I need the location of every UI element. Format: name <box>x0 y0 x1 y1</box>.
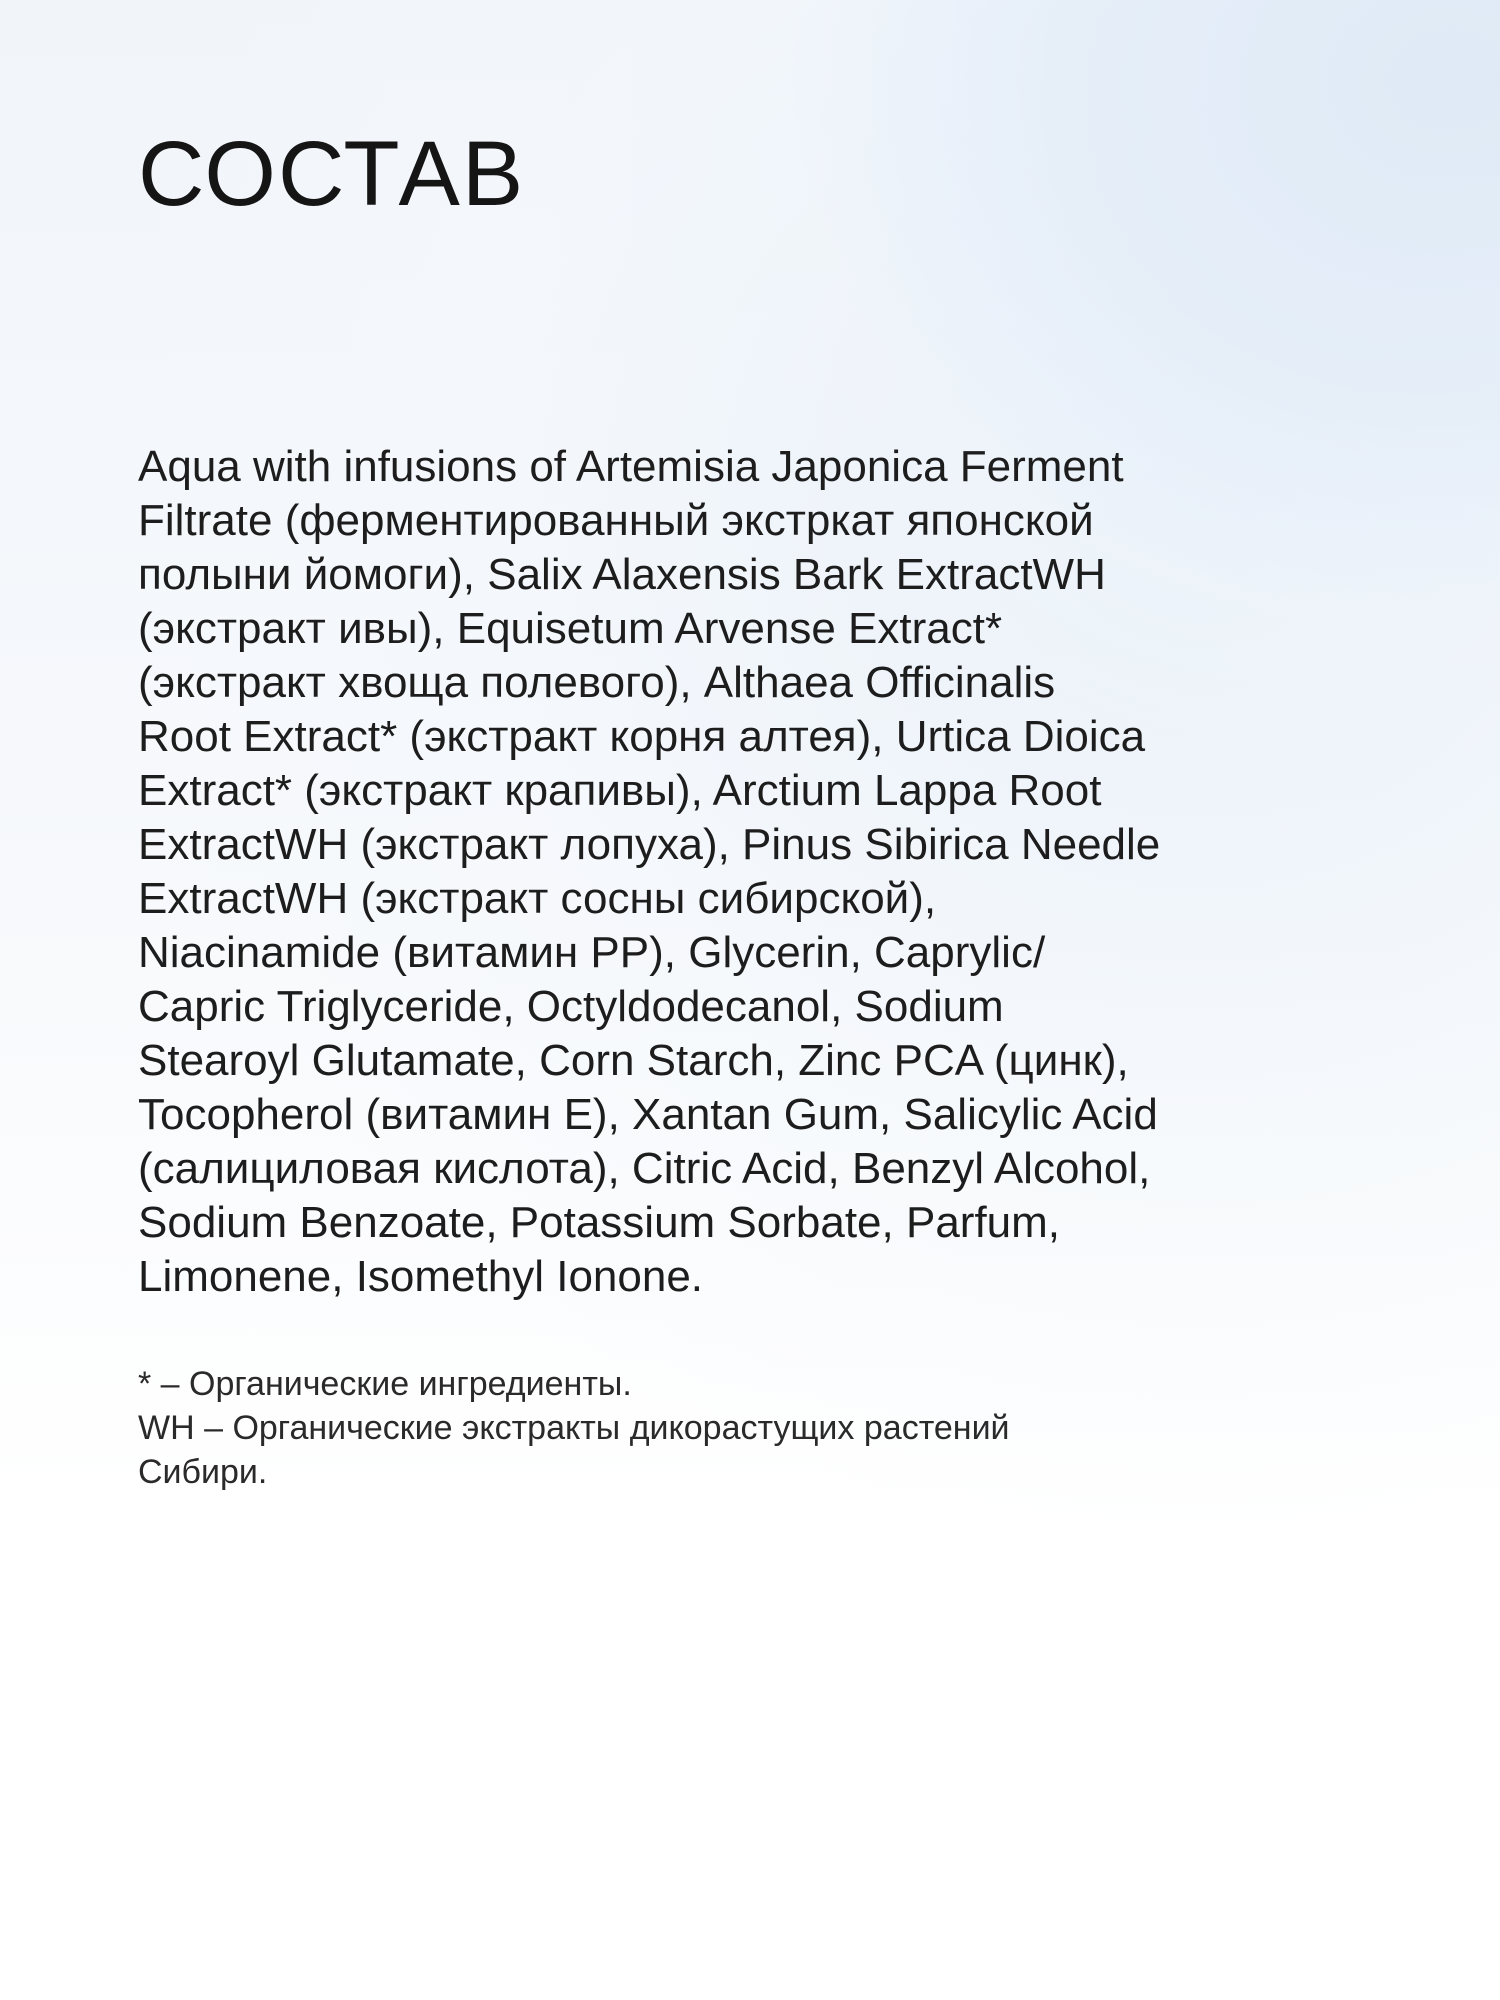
ingredients-line: ExtractWH (экстракт сосны сибирской), <box>138 874 937 923</box>
ingredients-line: (экстракт ивы), Equisetum Arvense Extract* <box>138 604 1003 653</box>
ingredients-line: полыни йомоги), Salix Alaxensis Bark ExtractWH <box>138 550 1106 599</box>
ingredients-line: Extract* (экстракт крапивы), Arctium Lappa Root <box>138 766 1102 815</box>
ingredients-line: ExtractWH (экстракт лопуха), Pinus Sibirica Needle <box>138 820 1161 869</box>
ingredients-line: Root Extract* (экстракт корня алтея), Urtica Dioica <box>138 712 1146 761</box>
ingredients-line: Stearoyl Glutamate, Corn Starch, Zinc PCA (цинк), <box>138 1036 1129 1085</box>
ingredients-line: (салициловая кислота), Citric Acid, Benzyl Alcohol, <box>138 1144 1151 1193</box>
ingredients-line: Capric Triglyceride, Octyldodecanol, Sodium <box>138 982 1004 1031</box>
ingredients-line: Filtrate (ферментированный экстркат японской <box>138 496 1094 545</box>
footnote-organic: * – Органические ингредиенты. <box>138 1365 632 1403</box>
ingredients-line: Tocopherol (витамин Е), Xantan Gum, Salicylic Acid <box>138 1090 1158 1139</box>
footnote-wild-harvest-continued: Сибири. <box>138 1453 268 1491</box>
ingredients-line: Niacinamide (витамин РР), Glycerin, Caprylic/ <box>138 928 1046 977</box>
footnote-wild-harvest: WH – Органические экстракты дикорастущих растений <box>138 1409 1010 1447</box>
ingredients-list <box>138 440 1378 1304</box>
footnotes <box>138 1362 1378 1494</box>
ingredients-line: Limonene, Isomethyl Ionone. <box>138 1252 704 1301</box>
ingredients-line: Aqua with infusions of Artemisia Japonica Ferment <box>138 442 1124 491</box>
ingredients-line: Sodium Benzoate, Potassium Sorbate, Parfum, <box>138 1198 1061 1247</box>
ingredients-line: (экстракт хвоща полевого), Althaea Officinalis <box>138 658 1056 707</box>
page-title: СОСТАВ <box>138 123 526 225</box>
